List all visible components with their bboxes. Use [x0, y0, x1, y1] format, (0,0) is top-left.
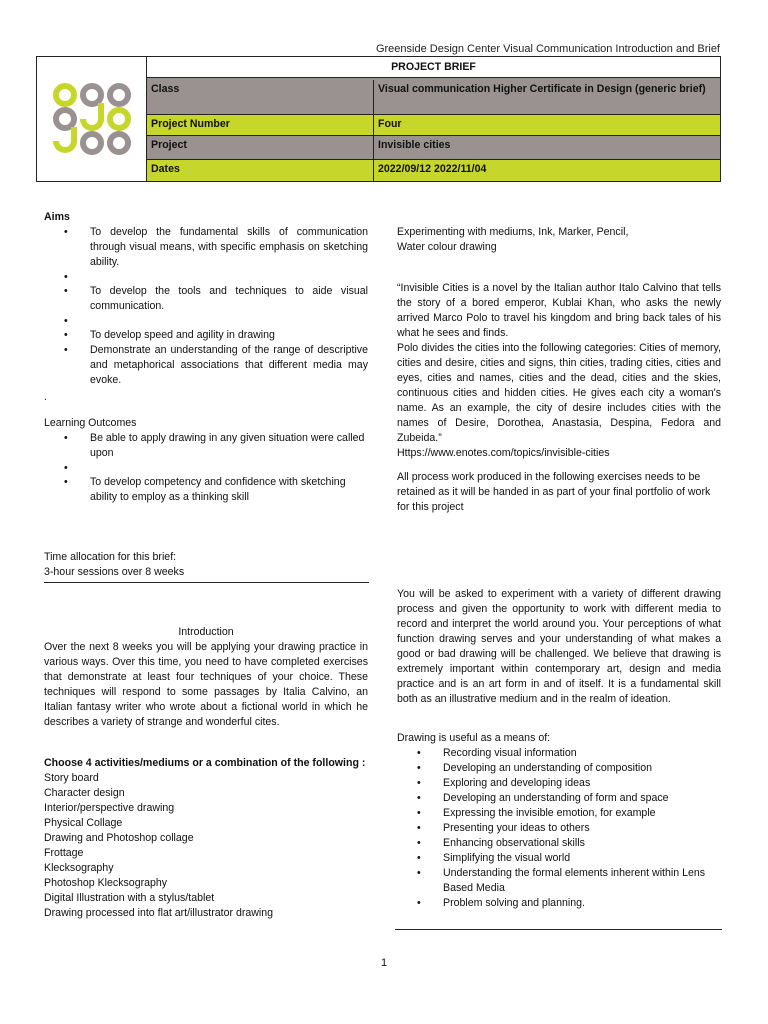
page-header: Greenside Design Center Visual Communication Introduction and Brief: [375, 43, 720, 55]
brief-label: Project: [147, 136, 374, 160]
brief-title: PROJECT BRIEF: [391, 61, 476, 73]
aims-section: [44, 210, 368, 405]
outcomes-list: [44, 431, 368, 505]
page-number: 1: [380, 957, 388, 969]
quote-paragraph: Polo divides the cities into the following categories: Cities of memory, cities and desire, cities and signs, thin cities, trading cities, cities and eyes, cities and names, cities and the dead, cities and the skies, continuous cities and hidden cities. He gives each city a woman's name. As an example, the city of desire includes cities with the names of Desire, Dorothea, Anastasia, Despina, Fedora and Zubeida.”: [397, 342, 721, 444]
project-brief-table: [36, 56, 721, 182]
list-item: Character design: [44, 787, 125, 799]
time-allocation: [44, 550, 368, 580]
experiment-section: [397, 587, 721, 707]
useful-list: [397, 746, 721, 911]
useful-section: [397, 731, 721, 911]
introduction-section: [44, 625, 368, 730]
activities-section: [44, 756, 368, 921]
quote-paragraph: “Invisible Cities is a novel by the Italian author Italo Calvino that tells the story of a bored emperor, Kublai Khan, who asks the newly arrived Marco Polo to travel his kingdom and bring back tales of his what he sees and finds.: [397, 282, 721, 339]
time-line: 3-hour sessions over 8 weeks: [44, 566, 185, 578]
intro-heading: Introduction: [178, 626, 234, 638]
gdc-logo-mark: [52, 81, 132, 157]
list-item: • Expressing the invisible emotion, for example: [397, 806, 721, 821]
spacer: [44, 270, 368, 284]
process-text: All process work produced in the following exercises needs to be retained as it will be handed in as part of your final portfolio of work for this project: [397, 471, 711, 513]
stray-dot: .: [44, 391, 47, 403]
outcomes-section: [44, 416, 368, 505]
list-item: • To develop competency and confidence with sketching ability to employ as a thinking skill: [44, 475, 368, 505]
list-item: Interior/perspective drawing: [44, 802, 175, 814]
list-item: • To develop speed and agility in drawing: [44, 328, 368, 343]
divider: [44, 582, 369, 583]
brief-row-number: [147, 115, 720, 136]
list-item: Drawing processed into flat art/illustrator drawing: [44, 907, 274, 919]
brief-row-dates: [147, 160, 720, 181]
list-item: Frottage: [44, 847, 84, 859]
choose-heading: Choose 4 activities/mediums or a combination of the following :: [44, 757, 366, 769]
list-item: • Presenting your ideas to others: [397, 821, 721, 836]
intro-text: Over the next 8 weeks you will be applying your drawing practice in various ways. Over this time, you need to have completed exercises that demonstrate at least four techniques of your choice. These techniques will respond to some passages by Italia Calvino, an Italian fantasy writer who wrote about a fictional world in which he describes a variety of strange and wonderful cites.: [44, 641, 368, 728]
brief-value: Visual communication Higher Certificate in Design (generic brief): [378, 82, 706, 95]
brief-label: Dates: [147, 160, 374, 181]
list-item: • Simplifying the visual world: [397, 851, 721, 866]
list-item: • Developing an understanding of form and space: [397, 791, 721, 806]
aims-heading: Aims: [44, 211, 70, 223]
brief-value: Four: [378, 118, 402, 131]
brief-row-class: [147, 78, 720, 115]
list-item: • Demonstrate an understanding of the range of descriptive and metaphorical associations that different media may evoke.: [44, 343, 368, 388]
spacer: [44, 314, 368, 328]
useful-heading: Drawing is useful as a means of:: [397, 732, 551, 744]
list-item: Story board: [44, 772, 99, 784]
brief-title-row: [147, 57, 720, 78]
experiment-text: You will be asked to experiment with a variety of different drawing process and given the opportunity to work with different media to record and interpret the world around you. Your perceptions of what function drawing serves and your understanding of what makes a good or bad drawing will be challenged. We believe that drawing is extremely important within contemporary art, design and media practice and is an art form in and of itself. It is a fundamental skill both as an illustrative medium and in the realm of ideation.: [397, 588, 721, 705]
outcomes-heading: Learning Outcomes: [44, 417, 137, 429]
list-item: • Enhancing observational skills: [397, 836, 721, 851]
list-item: Photoshop Klecksography: [44, 877, 168, 889]
activities-list: [44, 771, 368, 921]
list-item: Drawing and Photoshop collage: [44, 832, 194, 844]
mediums-line: Water colour drawing: [397, 241, 497, 253]
spacer: [44, 461, 368, 475]
list-item: Physical Collage: [44, 817, 123, 829]
mediums-section: [397, 225, 721, 255]
aims-list: [44, 225, 368, 388]
brief-label: Project Number: [147, 115, 374, 135]
list-item: Klecksography: [44, 862, 114, 874]
time-line: Time allocation for this brief:: [44, 551, 177, 563]
process-note: [397, 470, 721, 515]
list-item: • Exploring and developing ideas: [397, 776, 721, 791]
list-item: • Developing an understanding of composition: [397, 761, 721, 776]
list-item: • Understanding the formal elements inherent within Lens Based Media: [397, 866, 721, 896]
mediums-line: Experimenting with mediums, Ink, Marker, Pencil,: [397, 226, 629, 238]
quote-source: Https://www.enotes.com/topics/invisible-cities: [397, 447, 610, 459]
brief-value: Invisible cities: [378, 138, 451, 151]
list-item: Digital Illustration with a stylus/tablet: [44, 892, 215, 904]
quote-section: [397, 281, 721, 461]
list-item: • To develop the fundamental skills of communication through visual means, with specific emphasis on sketching ability.: [44, 225, 368, 270]
list-item: • Problem solving and planning.: [397, 896, 721, 911]
list-item: • To develop the tools and techniques to aide visual communication.: [44, 284, 368, 314]
list-item: • Recording visual information: [397, 746, 721, 761]
brief-label: Class: [147, 80, 374, 114]
list-item: • Be able to apply drawing in any given situation were called upon: [44, 431, 368, 461]
divider: [395, 929, 722, 930]
brief-row-project: [147, 136, 720, 161]
gdc-logo: [37, 57, 147, 181]
brief-value: 2022/09/12 2022/11/04: [378, 163, 487, 176]
